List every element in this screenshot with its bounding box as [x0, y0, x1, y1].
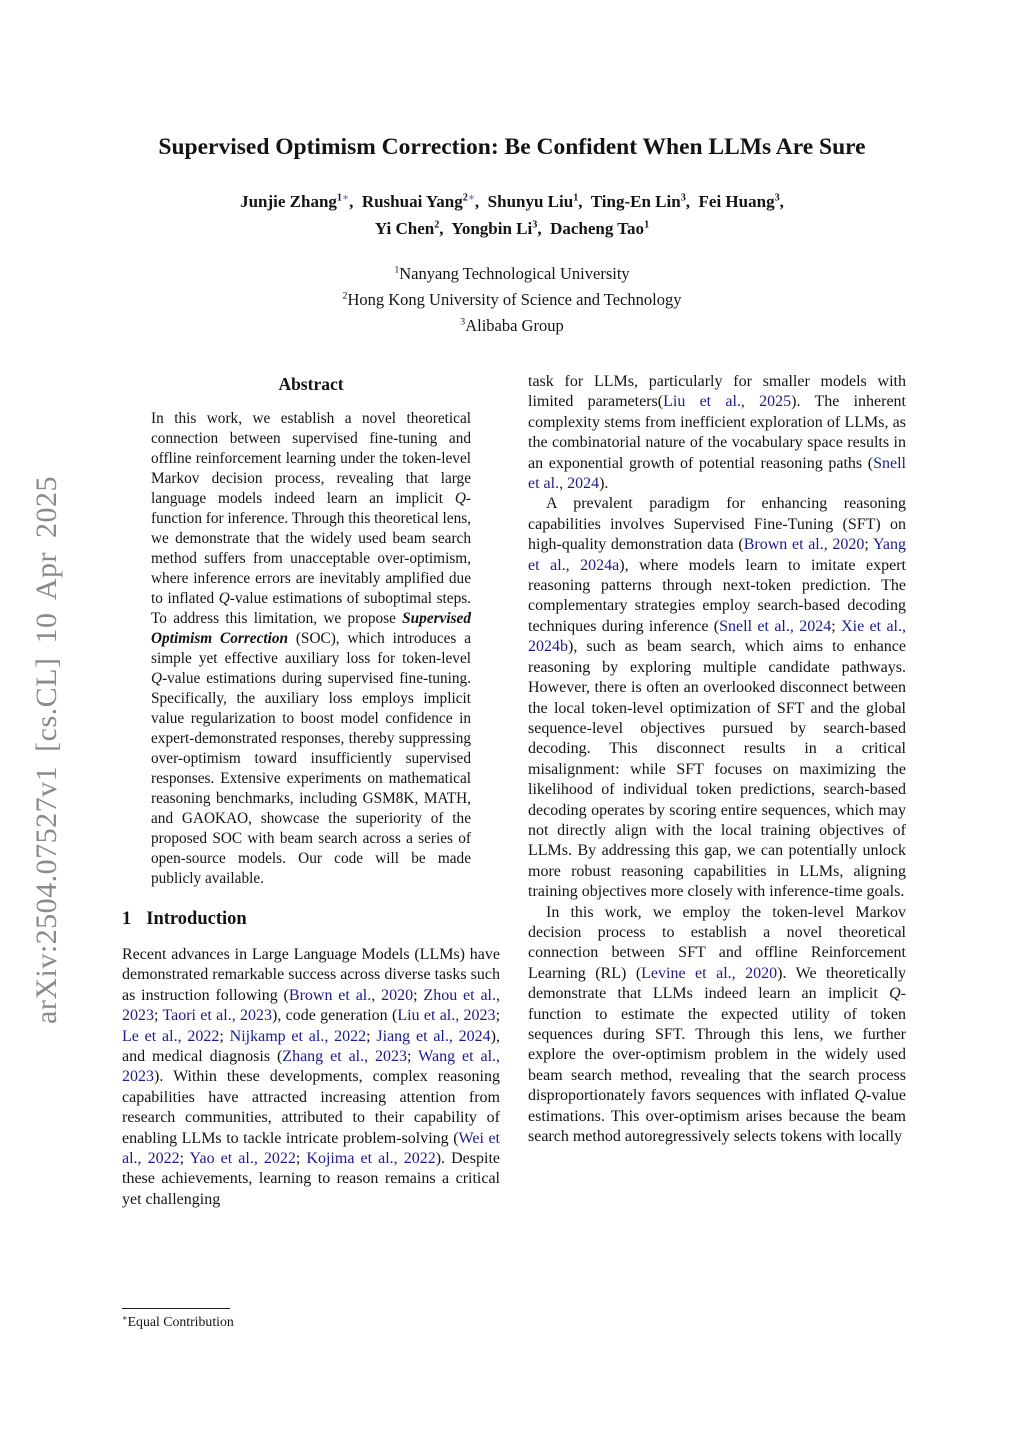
citation-link[interactable]: Wang et al., 2023	[122, 1048, 501, 1086]
citation-link[interactable]: Taori et al., 2023	[162, 1007, 273, 1025]
affiliation-3: $^3$Alibaba Group	[460, 316, 564, 335]
citation-link[interactable]: Yao et al., 2022	[189, 1150, 296, 1168]
affiliation-1: $^1$Nanyang Technological University	[394, 264, 630, 283]
citation-link[interactable]: Zhou et al., 2023	[122, 986, 501, 1025]
section-number: 1	[122, 909, 132, 929]
citation-link[interactable]: Xie et al., 2024b	[528, 617, 906, 656]
citation-link[interactable]: Kojima et al., 2022	[306, 1150, 436, 1168]
paper-header	[0, 132, 1024, 339]
left-column	[122, 372, 500, 1210]
citation-link[interactable]: Yang et al., 2024a	[528, 536, 907, 574]
citation-link[interactable]: Snell et al., 2024	[528, 454, 906, 493]
abstract-heading: Abstract	[278, 374, 344, 394]
citation-link[interactable]: Jiang et al., 2024	[376, 1027, 491, 1045]
citation-link[interactable]: Liu et al., 2025	[663, 393, 792, 411]
right-column-paragraph-1: task for LLMs, particularly for smaller models with limited parameters(Liu et al., 2025). The inherent complexity stems from inefficient exploration of LLMs, as the combinatorial nature of the vocabulary space results in an exponential growth of potential reasoning paths (Snell et al., 2024).	[528, 373, 906, 493]
abstract-block	[151, 372, 471, 889]
paper-title: Supervised Optimism Correction: Be Confident When LLMs Are Sure	[158, 134, 866, 160]
author-line-2: Yi Chen$^2$, Yongbin Li$^3$, Dacheng Tao$^1$	[374, 219, 650, 238]
citation-link[interactable]: Snell et al., 2024	[719, 617, 832, 635]
citation-link[interactable]: Brown et al., 2020	[288, 986, 414, 1004]
section-title: Introduction	[146, 909, 247, 929]
citation-link[interactable]: Le et al., 2022	[122, 1027, 220, 1045]
right-column-paragraph-2: A prevalent paradigm for enhancing reasoning capabilities involves Supervised Fine-Tuning (SFT) on high-quality demonstration data (Brown et al., 2020; Yang et al., 2024a), where models learn to imitate expert reasoning patterns through next-token prediction. The complementary strategies employ search-based decoding techniques during inference (Snell et al., 2024; Xie et al., 2024b), such as beam search, which aims to enhance reasoning by exploring multiple candidate pathways. However, there is often an overlooked disconnect between the local token-level optimization of SFT and the global sequence-level objectives pursued by search-based decoding. This disconnect results in a critical misalignment: while SFT focuses on maximizing the likelihood of individual token predictions, search-based decoding operates by scoring entire sequences, which may not directly align with the local training objectives of LLMs. By addressing this gap, we can potentially unlock more robust reasoning capabilities in LLMs, aligning training objectives more closely with inference-time goals.	[528, 495, 907, 901]
affiliation-2: $^2$Hong Kong University of Science and Technology	[342, 290, 682, 309]
section-heading-introduction	[122, 906, 500, 932]
footnote-divider	[122, 1308, 230, 1309]
footnote-block	[122, 1308, 500, 1331]
citation-link[interactable]: Nijkamp et al., 2022	[229, 1027, 367, 1045]
author-line-1: Junjie Zhang$^{1∗}$, Rushuai Yang$^{2∗}$, Shunyu Liu$^1$, Ting-En Lin$^3$, Fei Huang$^3$,	[240, 192, 784, 211]
citation-link[interactable]: Wei et al., 2022	[122, 1129, 500, 1168]
citation-link[interactable]: Levine et al., 2020	[641, 964, 778, 982]
arxiv-sidebar-label: arXiv:2504.07527v1 [cs.CL] 10 Apr 2025	[30, 476, 63, 1024]
introduction-paragraph-1: Recent advances in Large Language Models (LLMs) have demonstrated remarkable success across diverse tasks such as instruction following (Brown et al., 2020; Zhou et al., 2023; Taori et al., 2023), code generation (Liu et al., 2023; Le et al., 2022; Nijkamp et al., 2022; Jiang et al., 2024), and medical diagnosis (Zhang et al., 2023; Wang et al., 2023). Within these developments, complex reasoning capabilities have attracted increasing attention from research communities, attributed to their capability of enabling LLMs to tackle intricate problem-solving (Wei et al., 2022; Yao et al., 2022; Kojima et al., 2022). Despite these achievements, learning to reason remains a critical yet challenging	[122, 946, 501, 1208]
footnote-equal-contribution: ∗Equal Contribution	[122, 1313, 234, 1329]
right-column-paragraph-3: In this work, we employ the token-level Markov decision process to establish a novel theoretical connection between SFT and offline Reinforcement Learning (RL) (Levine et al., 2020). We theoretically demonstrate that LLMs indeed learn an implicit Q-function to estimate the expected utility of token sequences during SFT. Through this lens, we further explore the over-optimism problem in the widely used beam search method, revealing that the search process disproportionately favors sequences with inflated Q-value estimations. This over-optimism arises because the beam search method autoregressively selects tokens with locally	[528, 903, 907, 1146]
right-column	[528, 372, 906, 1147]
citation-link[interactable]: Brown et al., 2020	[743, 536, 865, 554]
citation-link[interactable]: Liu et al., 2023	[397, 1007, 496, 1025]
affiliations	[0, 261, 1024, 339]
abstract-paragraph: In this work, we establish a novel theoretical connection between supervised fine-tuning and offline reinforcement learning under the token-level Markov decision process, revealing that large language models indeed learn an implicit Q-function for inference. Through this theoretical lens, we demonstrate that the widely used beam search method suffers from unacceptable over-optimism, where inference errors are inevitably amplified due to inflated Q-value estimations of suboptimal steps. To address this limitation, we propose Supervised Optimism Correction (SOC), which introduces a simple yet effective auxiliary loss for token-level Q-value estimations during supervised fine-tuning. Specifically, the auxiliary loss employs implicit value regularization to boost model confidence in expert-demonstrated responses, thereby suppressing over-optimism toward insufficiently supervised responses. Extensive experiments on mathematical reasoning benchmarks, including GSM8K, MATH, and GAOKAO, showcase the superiority of the proposed SOC with beam search across a series of open-source models. Our code will be made publicly available.	[151, 410, 471, 887]
citation-link[interactable]: Zhang et al., 2023	[282, 1048, 408, 1066]
